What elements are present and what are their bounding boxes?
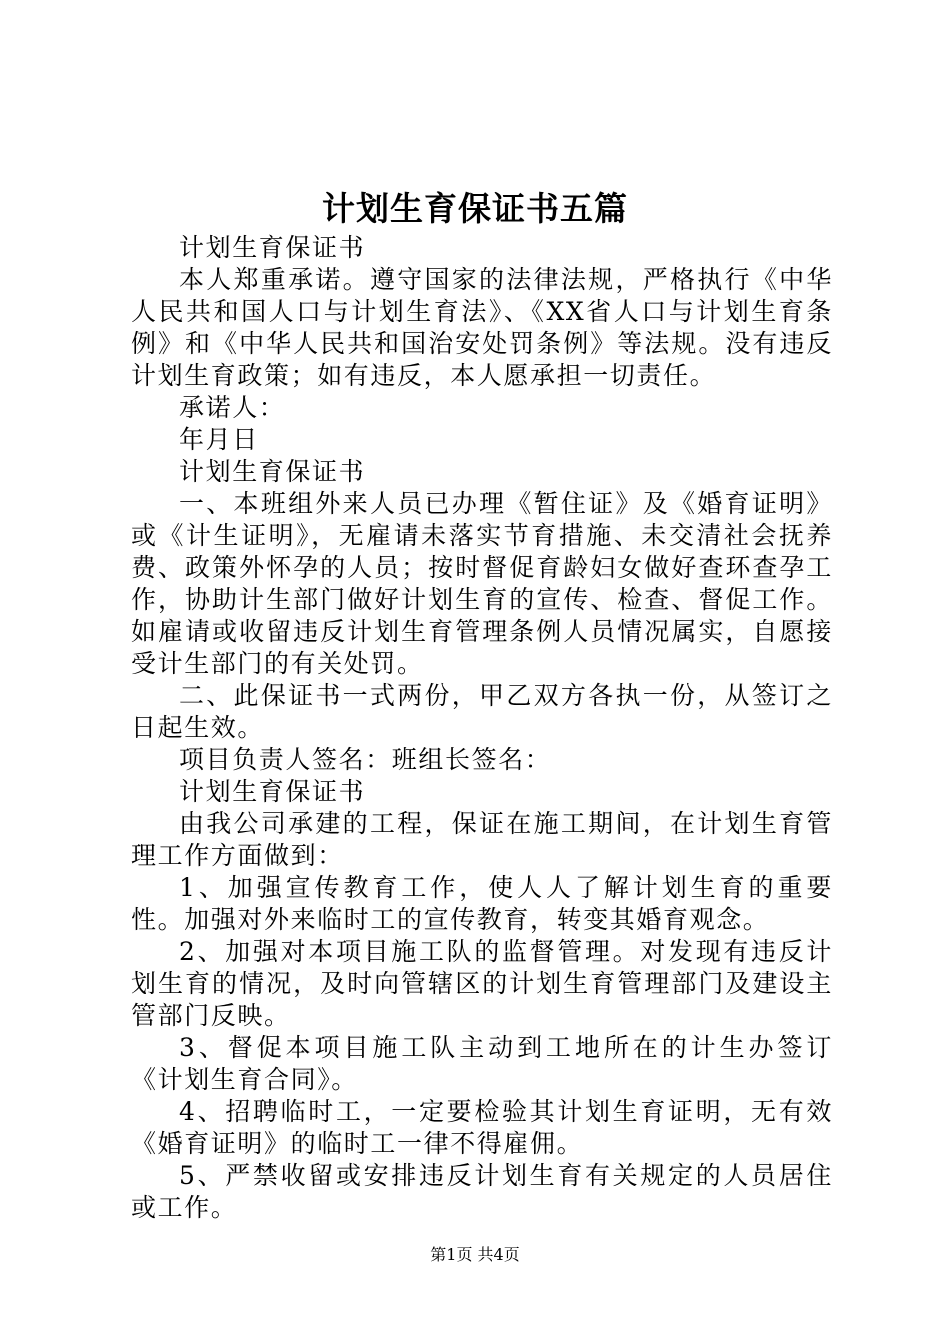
document-body [131, 232, 833, 1224]
promisor-line: 承诺人： [179, 393, 286, 422]
date-line: 年月日 [179, 425, 259, 454]
section-heading-2: 计划生育保证书 [179, 457, 366, 486]
list-item-4: 4、招聘临时工，一定要检验其计划生育证明，无有效《婚育证明》的临时工一律不得雇佣。 [131, 1097, 833, 1158]
section-heading-1: 计划生育保证书 [179, 233, 366, 262]
intro-paragraph: 由我公司承建的工程，保证在施工期间，在计划生育管理工作方面做到： [131, 809, 833, 870]
list-item-5: 5、严禁收留或安排违反计划生育有关规定的人员居住或工作。 [131, 1161, 833, 1222]
list-item-2: 2、加强对本项目施工队的监督管理。对发现有违反计划生育的情况，及时向管辖区的计划生育管理部门及建设主管部门反映。 [131, 937, 833, 1030]
list-item-1: 1、加强宣传教育工作，使人人了解计划生育的重要性。加强对外来临时工的宣传教育，转变其婚育观念。 [131, 873, 833, 934]
signature-line: 项目负责人签名：班组长签名： [179, 745, 552, 774]
list-item-3: 3、督促本项目施工队主动到工地所在的计生办签订《计划生育合同》。 [131, 1033, 833, 1094]
section-heading-3: 计划生育保证书 [179, 777, 366, 806]
page-title: 计划生育保证书五篇 [322, 189, 628, 228]
page-footer: 第1页 共4页 [430, 1245, 520, 1264]
commitment-paragraph: 本人郑重承诺。遵守国家的法律法规，严格执行《中华人民共和国人口与计划生育法》、《XX省人口与计划生育条例》和《中华人民共和国治安处罚条例》等法规。没有违反计划生育政策；如有违反，本人愿承担一切责任。 [131, 265, 833, 390]
clause-paragraph-2: 二、此保证书一式两份，甲乙双方各执一份，从签订之日起生效。 [131, 681, 833, 742]
clause-paragraph-1: 一、本班组外来人员已办理《暂住证》及《婚育证明》或《计生证明》，无雇请未落实节育措施、未交清社会抚养费、政策外怀孕的人员；按时督促育龄妇女做好查环查孕工作，协助计生部门做好计划生育的宣传、检查、督促工作。如雇请或收留违反计划生育管理条例人员情况属实，自愿接受计生部门的有关处罚。 [131, 489, 833, 678]
